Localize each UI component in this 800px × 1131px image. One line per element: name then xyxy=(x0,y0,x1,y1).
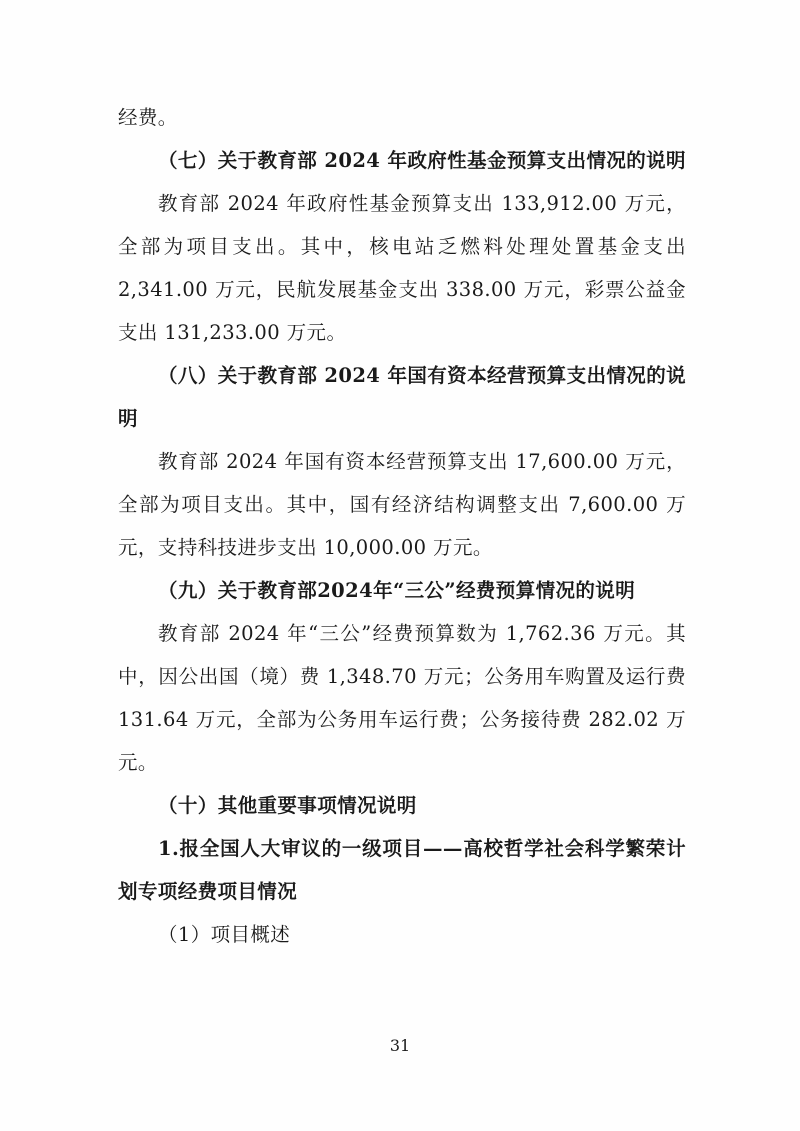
heading-section-10-item-1: 1.报全国人大审议的一级项目——高校哲学社会科学繁荣计划专项经费项目情况 xyxy=(118,837,686,903)
paragraph-project-overview: （1）项目概述 xyxy=(158,923,291,946)
heading-section-9: （九）关于教育部2024年“三公”经费预算情况的说明 xyxy=(158,579,636,602)
document-body xyxy=(118,96,686,956)
paragraph-continued-text: 经费。 xyxy=(118,106,178,129)
page-number: 31 xyxy=(389,1036,411,1055)
heading-section-10: （十）其他重要事项情况说明 xyxy=(158,794,417,817)
paragraph-section-7: 教育部 2024 年政府性基金预算支出 133,912.00 万元，全部为项目支出。其中，核电站乏燃料处理处置基金支出 2,341.00 万元，民航发展基金支出 338.00 万元，彩票公益金支出 131,233.00 万元。 xyxy=(118,192,686,344)
heading-section-8: （八）关于教育部 2024 年国有资本经营预算支出情况的说明 xyxy=(118,364,686,430)
heading-section-7: （七）关于教育部 2024 年政府性基金预算支出情况的说明 xyxy=(158,149,686,172)
paragraph-section-8: 教育部 2024 年国有资本经营预算支出 17,600.00 万元，全部为项目支出。其中，国有经济结构调整支出 7,600.00 万元，支持科技进步支出 10,000.00 万元。 xyxy=(118,450,686,559)
paragraph-section-9: 教育部 2024 年“三公”经费预算数为 1,762.36 万元。其中，因公出国（境）费 1,348.70 万元；公务用车购置及运行费 131.64 万元，全部为公务用车运行费；公务接待费 282.02 万元。 xyxy=(118,622,686,774)
